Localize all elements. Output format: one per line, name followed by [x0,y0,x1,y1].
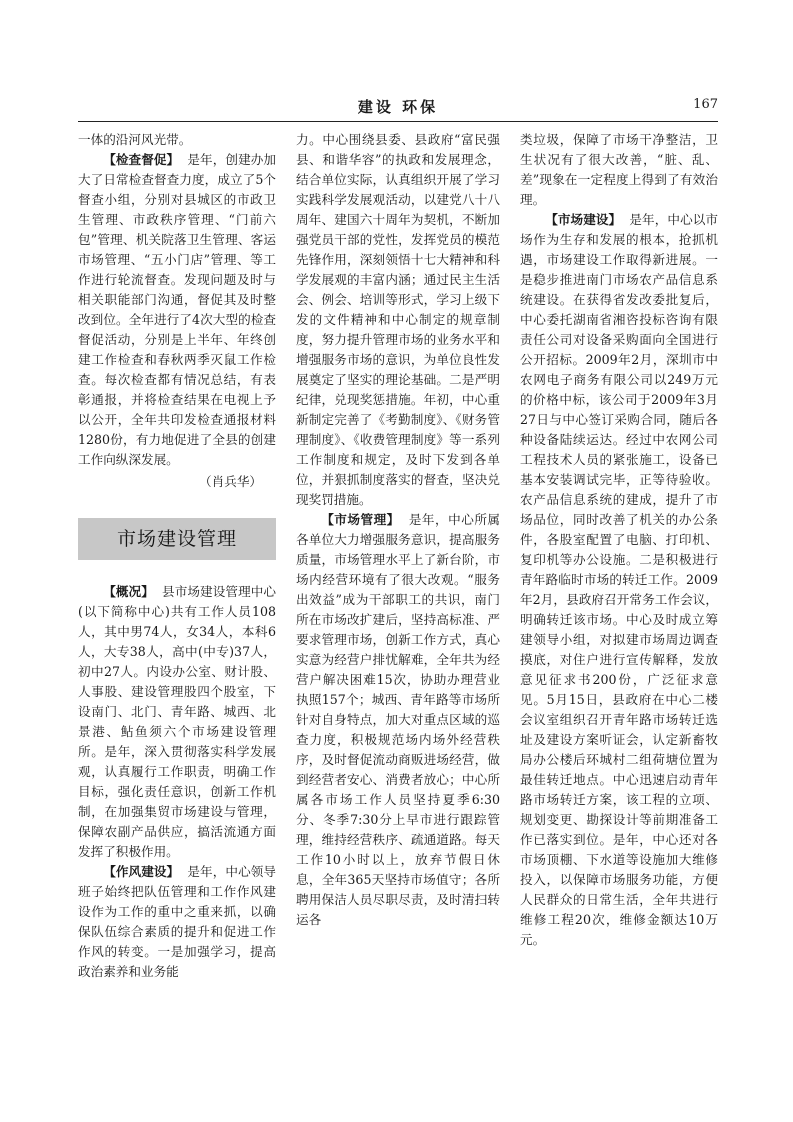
section-title-band [78,518,276,560]
paragraph-market-construction [520,210,718,950]
paragraph-work-style [78,862,276,982]
author-credit: （肖兵华） [199,474,262,489]
paragraph-continuation: 类垃圾，保障了市场干净整洁，卫生状况有了很大改善，“脏、乱、差”现象在一定程度上得到了有效治理。 [520,132,718,207]
paragraph-overview-text: 县市场建设管理中心(以下简称中心)共有工作人员108人，其中男74人，女34人，本科6人，大专38人，高中(中专)37人，初中27人。内设办公室、财计股、人事股、建设管理股四个股室，下设南门、北门、青年路、城西、北景港、鲇鱼须六个市场建设管理所。是年，深入贯彻落实科学发展观，认真履行工作职责，明确工作目标，强化责任意识，创新工作机制，在加强集贸市场建设与管理，保障农副产品供应，搞活流通方面发挥了积极作用。 [78,584,277,859]
paragraph-continuation: 一体的沿河风光带。 [78,132,192,147]
paragraph-overview [78,582,276,862]
subheading-market-management: 【市场管理】 [321,512,400,527]
paragraph-continuation: 力。中心围绕县委、县政府“富民强县、和谐华容”的执政和发展理念，结合单位实际，认真组织开展了学习实践科学发展观活动，以建党八十八周年、建国六十周年为契机，不断加强党员干部的党性，发挥党员的模范先锋作用，深刻领悟十七大精神和科学发展观的丰富内涵；通过民主生活会、例会、培训等形式，学习上级下发的文件精神和中心制定的规章制度，努力提升管理市场的业务水平和增强服务市场的意识，为单位良性发展奠定了坚实的理论基础。二是严明纪律，兑现奖惩措施。年初，中心重新制定完善了《考勤制度》、《财务管理制度》、《收费管理制度》等一系列工作制度和规定，及时下发到各单位，并狠抓制度落实的督查，坚决兑现奖罚措施。 [296,132,500,507]
paragraph-inspection-text: 是年，创建办加大了日常检查督查力度，成立了5个督查小组，分别对县城区的市政卫生管理、市政秩序管理、“门前六包”管理、机关院落卫生管理、客运市场管理、“五小门店”管理、等工作进行轮流督查。发现问题及时与相关职能部门沟通，督促其及时整改到位。全年进行了4次大型的检查督促活动，分别是上半年、年终创建工作检查和春秋两季灭鼠工作检查。每次检查都有情况总结，有表彰通报，并将检查结果在电视上予以公开，全年共印发检查通报材料1280份，有力地促进了全县的创建工作向纵深发展。 [78,152,277,467]
subheading-work-style: 【作风建设】 [103,864,180,879]
column-1 [78,130,276,982]
paragraph-market-management [296,510,500,930]
column-2 [296,130,500,930]
paragraph-work-style-text: 是年，中心领导班子始终把队伍管理和工作作风建设作为工作的重中之重来抓，以确保队伍综合素质的提升和促进工作作风的转变。一是加强学习，提高政治素养和业务能 [78,864,277,979]
paragraph-market-management-text: 是年，中心所属各单位大力增强服务意识，提高服务质量，市场管理水平上了新台阶，市场内经营环境有了很大改观。“服务出效益”成为干部职工的共识，南门所在市场改扩建后，坚持高标准、严要求管理市场，创新工作方式，真心实意为经营户排忧解难，全年共为经营户解决困难15次，协助办理营业执照157个；城西、青年路等市场所针对自身特点，加大对重点区域的巡查力度，积极规范场内场外经营秩序，及时督促流动商贩进场经营，做到经营者安心、消费者放心；中心所属各市场工作人员坚持夏季6:30分、冬季7:30分上早市进行跟踪管理，维持经营秩序、疏通道路。每天工作10小时以上，放弃节假日休息，全年365天坚持市场值守；各所聘用保洁人员尽职尽责，及时清扫转运各 [296,512,501,927]
paragraph-inspection [78,150,276,470]
page-number: 167 [693,97,718,112]
header-divider [78,121,718,122]
page-header [78,96,718,118]
subheading-overview: 【概况】 [103,584,154,599]
running-head-title: 建设 环保 [357,98,439,116]
paragraph-market-construction-text: 是年，中心以市场作为生存和发展的根本，抢抓机遇，市场建设工作取得新进展。一是稳步推进南门市场农产品信息系统建设。在获得省发改委批复后，中心委托湖南省湘咨投标咨询有限责任公司对设备采购面向全国进行公开招标。2009年2月，深圳市中农网电子商务有限公司以249万元的价格中标，该公司于2009年3月27日与中心签订采购合同，随后各种设备陆续运达。经过中农网公司工程技术人员的紧张施工，设备已基本安装调试完毕，正等待验收。农产品信息系统的建成，提升了市场品位，同时改善了机关的办公条件，各股室配置了电脑、打印机、复印机等办公设施。二是积极进行青年路临时市场的转迁工作。2009年2月，县政府召开常务工作会议，明确转迁该市场。中心及时成立筹建领导小组，对拟建市场周边调查摸底，对住户进行宣传解释，发放意见征求书200份，广泛征求意见。5月15日，县政府在中心二楼会议室组织召开青年路市场转迁选址及建设方案听证会，认定新畜牧局办公楼后环城村二组荷塘位置为最佳转迁地点。中心迅速启动青年路市场转迁方案，该工程的立项、规划变更、勘探设计等前期准备工作已落实到位。是年，中心还对各市场顶棚、下水道等设施加大维修投入，以保障市场服务功能，方便人民群众的日常生活，全年共进行维修工程20次，维修金额达10万元。 [520,212,719,947]
section-title: 市场建设管理 [116,528,237,550]
subheading-inspection: 【检查督促】 [103,152,180,167]
column-3 [520,130,718,950]
subheading-market-construction: 【市场建设】 [545,212,622,227]
